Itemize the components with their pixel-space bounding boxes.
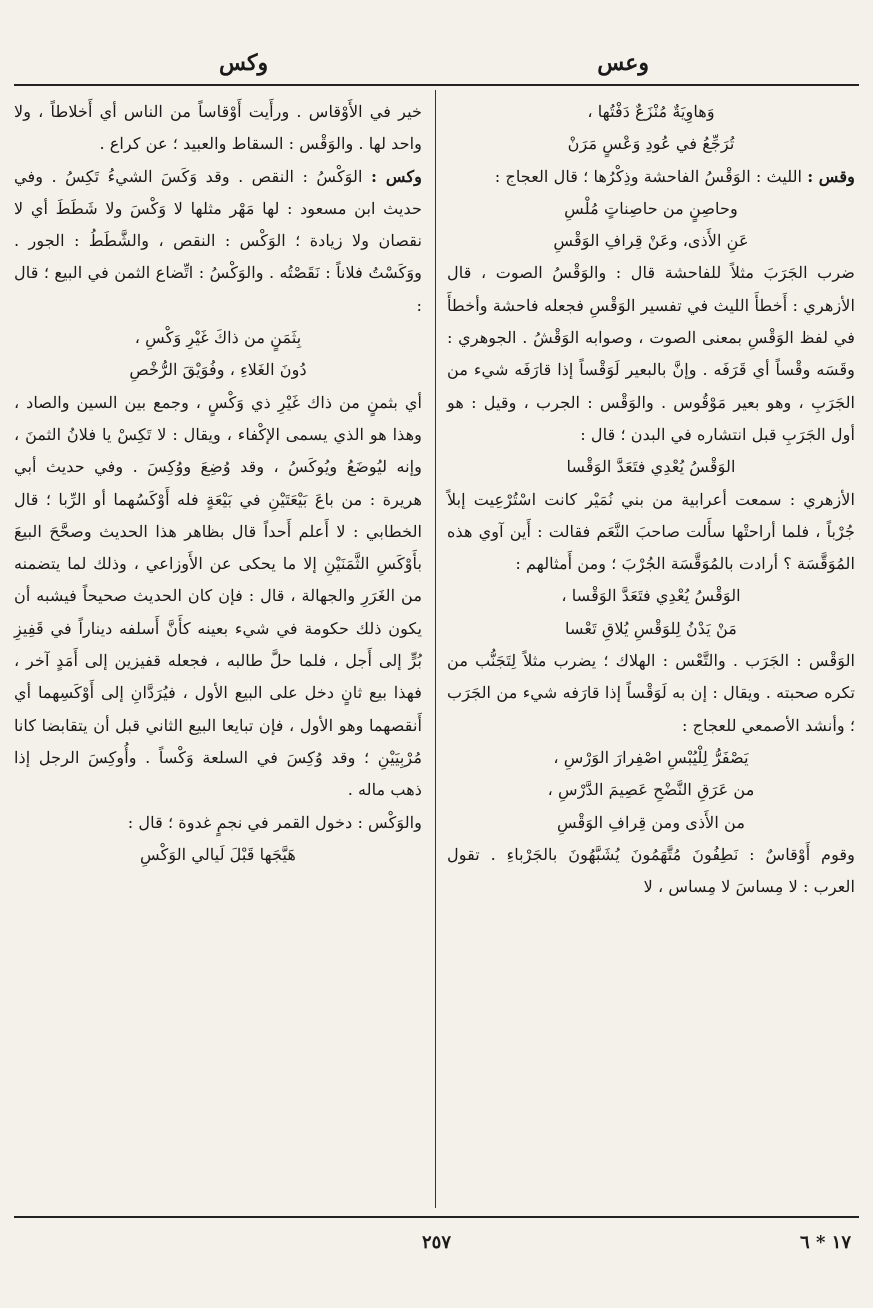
page-header (14, 44, 859, 86)
entry-text: الليث : الوَقْسُ الفاحشة وذِكْرُها ؛ قال العجاج : (494, 166, 803, 186)
verse-line: الوَقْسُ يُعْدِي فتَعَدَّ الوَقْسا (566, 457, 736, 477)
verse-line: وحاصِنٍ من حاصِناتٍ مُلْسِ (564, 198, 738, 218)
text-paragraph: وقوم أَوْقاسٌ : نَطِفُونَ مُتَّهَمُونَ يُشَبَّهُونَ بالجَرْباءِ . تقول العرب : لا مِساسَ لا مِساس ، لا (447, 844, 855, 897)
verse-line: تُرَجِّعُ في عُودِ وَعْسٍ مَرَنْ (567, 134, 735, 154)
footer-rule (14, 1216, 859, 1218)
verse-line: يَصْفَرُّ لِلْيُبْسِ اصْفِرارَ الوَرْسِ ، (553, 747, 749, 767)
entry-headword: وقس : (807, 166, 855, 186)
verse-line: دُونَ الغَلاءِ ، وفُوَيْقَ الرُّخْصِ (129, 360, 307, 380)
text-paragraph: الأزهري : سمعت أعرابية من بني نُمَيْر كانت اسْتُرْعِيت إبلاً جُرْباً ، فلما أراحتْها سأَلت صاحبَ النَّعَم فقالت : أَين آوي هذه المُوَقَّسَة ؟ أرادت بالمُوَقَّسَة الجُرْبَ ؛ ومن أَمثالهم : (447, 489, 855, 574)
verse-line: من الأَذى ومن قِرافِ الوَقْسِ (556, 812, 746, 832)
column-divider (435, 90, 436, 1208)
header-left-word: وكس (219, 50, 269, 76)
text-paragraph: أي بثمنٍ من ذاك غَيْرِ ذي وَكْسٍ ، وجمع بين السين والصاد ، وهذا هو الذي يسمى الإكْفاء ، ويقال : لا تَكِسْ يا فلانُ الثمنَ ، وإنه ليُوضَعُ ويُوكَسُ ، وقد وُضِعَ ووُكِسَ . وفي حديث أبي هريرة : من باعَ بَيْعَتَيْنِ في بَيْعَةٍ فله أَوْكَسُهما أو الرِّبا ؛ قال الخطابي : لا أَعلم أَحداً قال بظاهر هذا الحديث وصحَّحَ البيعَ بأَوْكَسِ الثَّمَنَيْنِ إلا ما يحكى عن الأَوزاعي ، وذلك لما يتضمنه من الغَرَرِ والجهالة ، قال : فإن كان الحديث صحيحاً فيشبه أن يكون ذلك حكومة في شيء بعينه كأَنَّ أَسلفه ديناراً في قَفِيزِ بُرٍّ إلى أَجل ، فلما حلَّ طالبه ، فجعله قفيزين إلى أَمَدٍ آخر ، فهذا بيع ثانٍ دخل على البيع الأول ، فيُرَدَّانِ إلى أَوْكَسِهما أي أَنقصهما وهو الأول ، فإن تبايعا البيع الثاني قبل أن يتقابضا كانا مُرْبِيَيْنِ ؛ وقد وُكِسَ في السلعة وَكْساً . وأُوكِسَ الرجل إذا ذهب ماله . (14, 392, 422, 800)
verse-line: مَنْ يَدْنُ لِلوَقْسِ يُلاقِ تَعْسا (565, 618, 737, 638)
verse-line: وَهاوِيَةٌ مُنْزَعٌ دَفْتُها ، (587, 102, 715, 121)
left-column (14, 96, 422, 871)
entry-paragraph (14, 161, 422, 322)
entry-paragraph (447, 161, 855, 193)
entry-text: الوَكْسُ : النقص . وقد وَكَسَ الشيءُ تَكِسُ . وفي حديث ابن مسعود : لها مَهْر مثلها لا وَكْسَ ولا شَطَطَ أي لا نقصان ولا زيادة ؛ الوَكْس : النقص ، والشَّطَطُ : الجور . ووَكَسْتُ فلاناً : نَقَصْتُه . والوَكْسُ : اتِّضاع الثمن في البيع ؛ قال : (14, 166, 422, 315)
text-paragraph: ضرب الجَرَبَ مثلاً للفاحشة قال : والوَقْسُ الصوت ، قال الأزهري : أَخطأَ الليث في تفسير الوَقْسِ فجعله فاحشة وأخطأَ في لفظ الوَقْسِ بمعنى الصوت ، وصوابه الوَقْشُ . الجوهري : وقَسَه وقْساً أي قَرَفَه . وإنَّ بالبعير لَوَقْساً إذا قارَفَه شيء من الجَرَبِ ، وهو بعير مَوْقُوس . والوَقْس : الجرب ، وقيل : هو أول الجَرَبِ قبل انتشاره في البدن ؛ قال : (447, 263, 855, 444)
verse-line: من عَرَقِ النَّضْحِ عَصِيمَ الدَّرْسِ ، (547, 780, 755, 800)
entry-headword: وكس : (370, 166, 423, 186)
header-right-word: وعس (597, 50, 649, 76)
page-number: ٢٥٧ (421, 1232, 451, 1253)
text-paragraph: خير في الأَوْقاس . ورأَيت أَوْقاساً من الناس أي أَخلاطاً ، ولا واحد لها . والوَقْس : السقاط والعبيد ؛ عن كراع . (14, 102, 422, 154)
text-paragraph: الوَقْس : الجَرَب . والتَّعْس : الهلاك ؛ يضرب مثلاً لِتَجَنُّب من تكره صحبته . ويقال : إن به لَوَقْساً إذا قارَفه شيء من الجَرَب ؛ وأنشد الأصمعي للعجاج : (447, 651, 855, 735)
verse-line: بِثَمَنٍ من ذاكَ غَيْرِ وَكْسِ ، (134, 328, 302, 348)
verse-line: عَنِ الأَذى، وعَنْ قِرافِ الوَقْسِ (553, 231, 749, 251)
verse-line: هَيَّجَها قَبْلَ لَيالي الوَكْسِ (140, 844, 296, 864)
signature-mark: ١٧ * ٦ (800, 1232, 851, 1253)
verse-line: الوَقْسُ يُعْدِي فتَعَدَّ الوَقْسا ، (561, 586, 741, 606)
right-column (447, 96, 855, 903)
text-paragraph: والوَكْس : دخول القمر في نجمٍ غدوة ؛ قال : (127, 812, 422, 832)
